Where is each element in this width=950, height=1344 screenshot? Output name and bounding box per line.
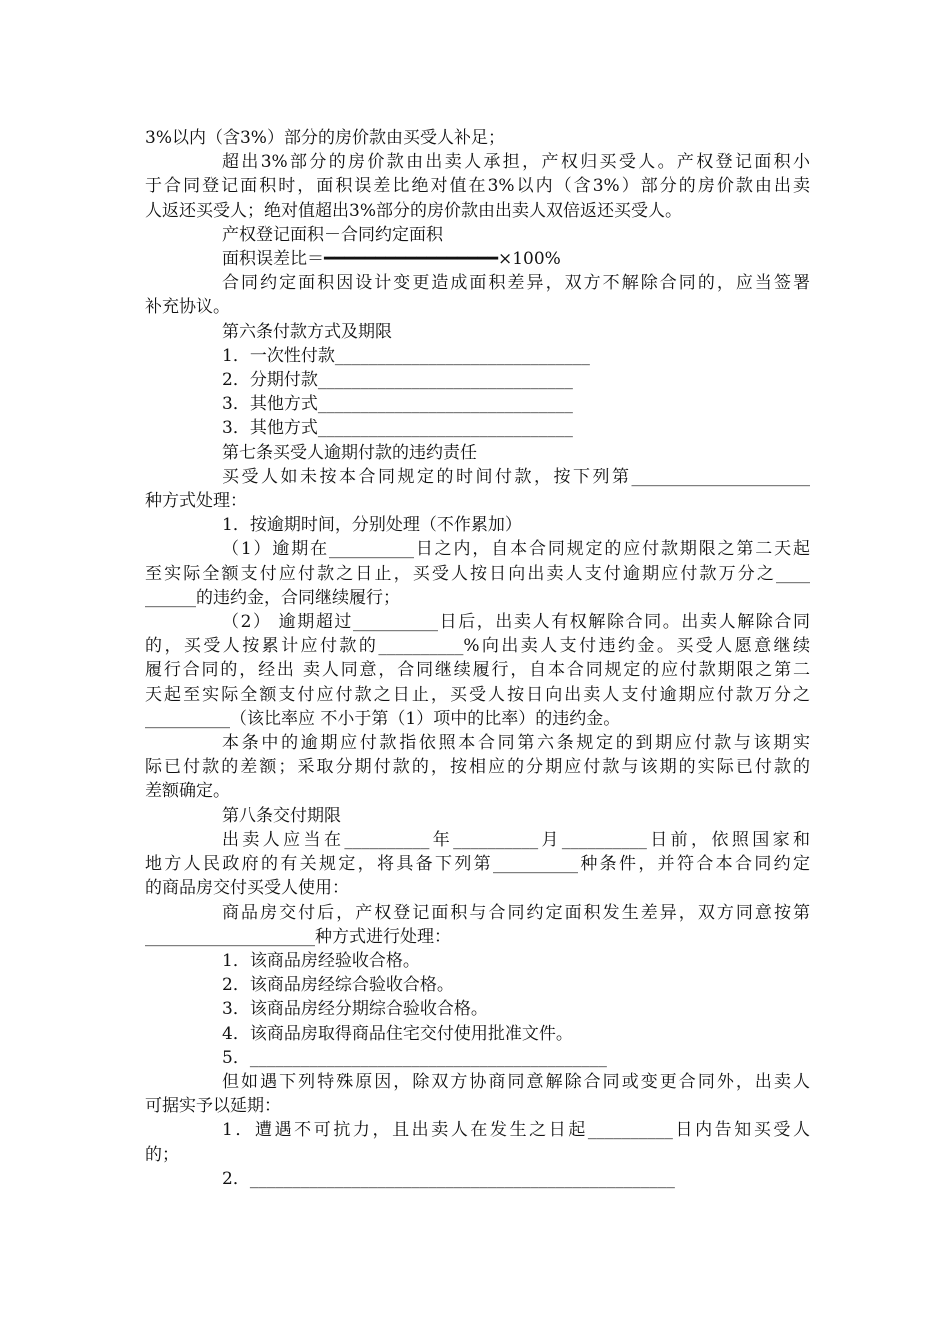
text-line: 的； [145,1144,179,1165]
text-line: 的商品房交付买受人使用： [145,878,349,899]
text-line: 人返还买受人；绝对值超出3%部分的房价款由出卖人双倍返还买受人。 [145,200,682,221]
text-line: __________（该比率应 不小于第（1）项中的比率）的违约金。 [145,708,621,729]
text-line: 商品房交付后，产权登记面积与合同约定面积发生差异，双方同意按第 [222,902,810,923]
text-line: 4．该商品房取得商品住宅交付使用批准文件。 [222,1023,573,1044]
text-line: 1．一次性付款______________________________ [222,345,590,366]
text-line: 的，买受人按累计应付款的__________%向出卖人支付违约金。买受人愿意继续 [145,636,810,657]
text-line: （1）逾期在__________日之内，自本合同规定的应付款期限之第二天起 [222,539,810,560]
text-line: 第六条付款方式及期限 [222,321,392,342]
text-line: 但如遇下列特殊原因，除双方协商同意解除合同或变更合同外，出卖人 [222,1071,810,1092]
text-line: 3．该商品房经分期综合验收合格。 [222,999,488,1020]
text-line: 第七条买受人逾期付款的违约责任 [222,442,477,463]
text-line: 买受人如未按本合同规定的时间付款，按下列第_____________________ [222,466,810,487]
text-line: 3．其他方式______________________________ [222,394,573,415]
text-line: 可据实予以延期： [145,1096,281,1117]
text-line: ____________________种方式进行处理： [145,926,451,947]
text-line: 天起至实际全额支付应付款之日止，买受人按日向出卖人支付逾期应付款万分之 [145,684,810,705]
text-line: 际已付款的差额；采取分期付款的，按相应的分期应付款与该期的实际已付款的 [145,757,810,778]
text-line: 第八条交付期限 [222,805,341,826]
text-line: 2．分期付款______________________________ [222,370,573,391]
text-line: 出卖人应当在__________年__________月__________日前，依照国家和 [222,829,810,850]
text-line: 本条中的逾期应付款指依照本合同第六条规定的到期应付款与该期实 [222,733,810,754]
text-line: ______的违约金，合同继续履行； [145,587,400,608]
text-line: 履行合同的，经出 卖人同意，合同继续履行，自本合同规定的应付款期限之第二 [145,660,810,681]
text-line: 补充协议。 [145,297,230,318]
text-line: 面积误差比＝━━━━━━━━━━━━━━━━━×100% [222,249,561,270]
text-line: 2．__________________________________________________ [222,1168,675,1189]
text-line: 3．其他方式______________________________ [222,418,573,439]
text-line: 1．遭遇不可抗力，且出卖人在发生之日起__________日内告知买受人 [222,1120,810,1141]
text-line: 于合同登记面积时，面积误差比绝对值在3%以内（含3%）部分的房价款由出卖 [145,176,810,197]
text-line: 超出3%部分的房价款由出卖人承担，产权归买受人。产权登记面积小 [222,152,810,173]
text-line: 合同约定面积因设计变更造成面积差异，双方不解除合同的，应当签署 [222,273,810,294]
text-line: 1．按逾期时间，分别处理（不作累加） [222,515,522,536]
text-line: 种方式处理： [145,491,247,512]
text-line: 1．该商品房经验收合格。 [222,950,420,971]
text-line: 产权登记面积－合同约定面积 [222,224,443,245]
text-line: 5．__________________________________________ [222,1047,607,1068]
contract-page [145,126,810,1191]
text-line: 地方人民政府的有关规定，将具备下列第__________种条件，并符合本合同约定 [145,854,810,875]
text-line: 3%以内（含3%）部分的房价款由买受人补足； [145,128,505,148]
text-line: （2） 逾期超过__________日后，出卖人有权解除合同。出卖人解除合同 [222,612,810,633]
text-line: 2．该商品房经综合验收合格。 [222,975,454,996]
text-line: 至实际全额支付应付款之日止，买受人按日向出卖人支付逾期应付款万分之____ [145,563,810,584]
text-line: 差额确定。 [145,781,230,802]
